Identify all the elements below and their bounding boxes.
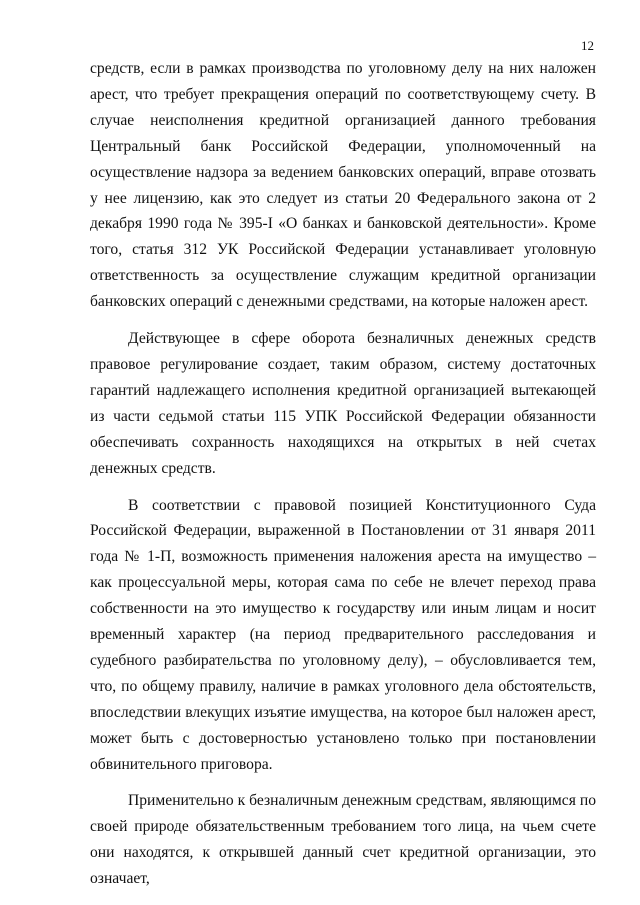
page-number: 12 [581, 38, 594, 53]
paragraph-constitutional-court: В соответствии с правовой позицией Конституционного Суда Российской Федерации, выраженной в Постановлении от 31 января 2011 года № 1-П, возможность применения наложения ареста на имущество – как процессуальной меры, которая сама по себе не влечет переход права собственности на это имущество к государству или иным лицам и носит временный характер (на период предварительного расследования и судебного разбирательства по уголовному делу), – обусловливается тем, что, по общему правилу, наличие в рамках уголовного дела обстоятельств, впоследствии влекущих изъятие имущества, на которое был наложен арест, может быть с достоверностью установлено только при постановлении обвинительного приговора. [90, 496, 596, 773]
paragraph-noncash-funds: Применительно к безналичным денежным средствам, являющимся по своей природе обязательственным требованием того лица, на чьем счете они находятся, к открывшей данный счет кредитной организации, это означает, [90, 792, 596, 888]
document-body [90, 56, 596, 892]
paragraph-continuation: средств, если в рамках производства по уголовному делу на них наложен арест, что требует прекращения операций по соответствующему счету. В случае неисполнения кредитной организацией данного требования Центральный банк Российской Федерации, уполномоченный на осуществление надзора за ведением банковских операций, вправе отозвать у нее лицензию, как это следует из статьи 20 Федерального закона от 2 декабря 1990 года № 395-I «О банках и банковской деятельности». Кроме того, статья 312 УК Российской Федерации устанавливает уголовную ответственность за осуществление служащим кредитной организации банковских операций с денежными средствами, на которые наложен арест. [90, 60, 596, 311]
paragraph-legal-regulation: Действующее в сфере оборота безналичных денежных средств правовое регулирование создает, таким образом, систему достаточных гарантий надлежащего исполнения кредитной организацией вытекающей из части седьмой статьи 115 УПК Российской Федерации обязанности обеспечивать сохранность находящихся на открытых в ней счетах денежных средств. [90, 330, 596, 477]
